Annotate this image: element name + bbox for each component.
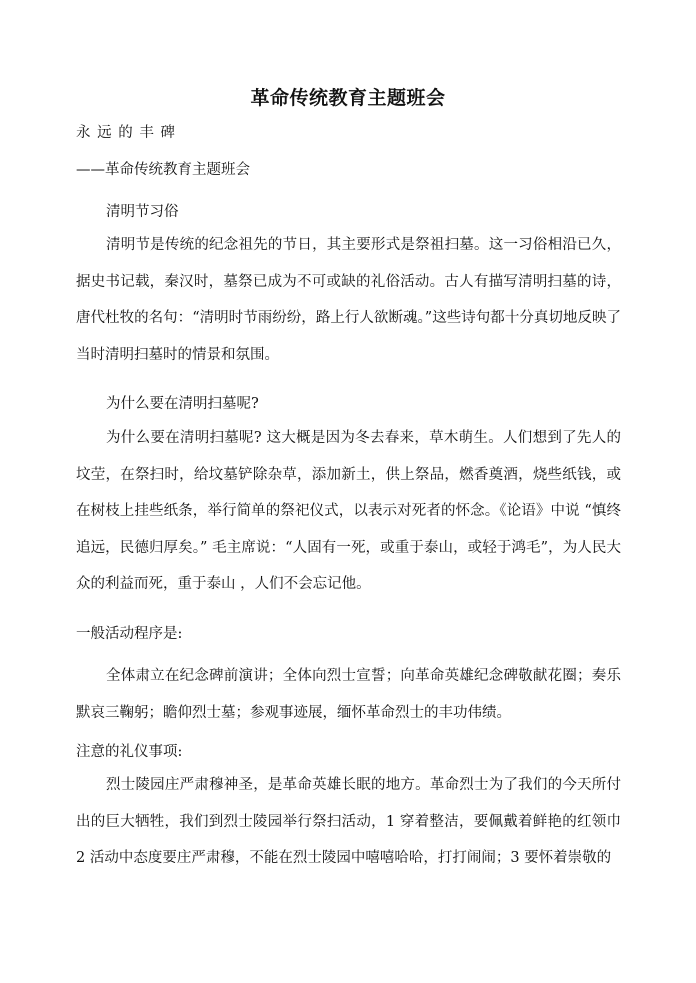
paragraph-why: 为什么要在清明扫墓呢? 这大概是因为冬去春来，草木萌生。人们想到了先人的坟茔，在祭扫时，给坟墓铲除杂草，添加新土，供上祭品，燃香奠酒，烧些纸钱，或在树枝上挂些纸条，举行简单的祭祀仪式，以表示对死者的怀念。《论语》中说 “慎终追远，民德归厚矣。” 毛主席说：“人固有一死，或重于泰山，或轻于鸿毛”，为人民大众的利益而死，重于泰山 ，人们不会忘记他。	[76, 430, 621, 592]
section-heading-customs: 清明节习俗	[106, 204, 179, 220]
page-title: 革命传统教育主题班会	[250, 87, 446, 109]
section-heading-etiquette: 注意的礼仪事项:	[76, 744, 183, 760]
paragraph-etiquette: 烈士陵园庄严肃穆神圣，是革命英雄长眠的地方。革命烈士为了我们的今天所付出的巨大牺牲，我们到烈士陵园举行祭扫活动，1 穿着整洁，要佩戴着鲜艳的红领巾 2 活动中态度要庄严肃穆，不能在烈士陵园中嘻嘻哈哈，打打闹闹；3 要怀着崇敬的	[76, 777, 621, 866]
section-heading-why: 为什么要在清明扫墓呢?	[106, 396, 259, 412]
section-heading-procedure: 一般活动程序是:	[76, 626, 183, 642]
paragraph-procedure: 全体肃立在纪念碑前演讲；全体向烈士宣誓；向革命英雄纪念碑敬献花圈；奏乐默哀三鞠躬；瞻仰烈士墓；参观事迹展，缅怀革命烈士的丰功伟绩。	[76, 668, 621, 721]
subtitle: 永 远 的 丰 碑	[76, 125, 176, 141]
subtitle-dash-line: ——革命传统教育主题班会	[76, 162, 250, 178]
paragraph-customs: 清明节是传统的纪念祖先的节日，其主要形式是祭祖扫墓。这一习俗相沿已久，据史书记载，秦汉时，墓祭已成为不可或缺的礼俗活动。古人有描写清明扫墓的诗，唐代杜牧的名句：“清明时节雨纷纷，路上行人欲断魂。”这些诗句都十分真切地反映了当时清明扫墓时的情景和氛围。	[76, 237, 621, 363]
